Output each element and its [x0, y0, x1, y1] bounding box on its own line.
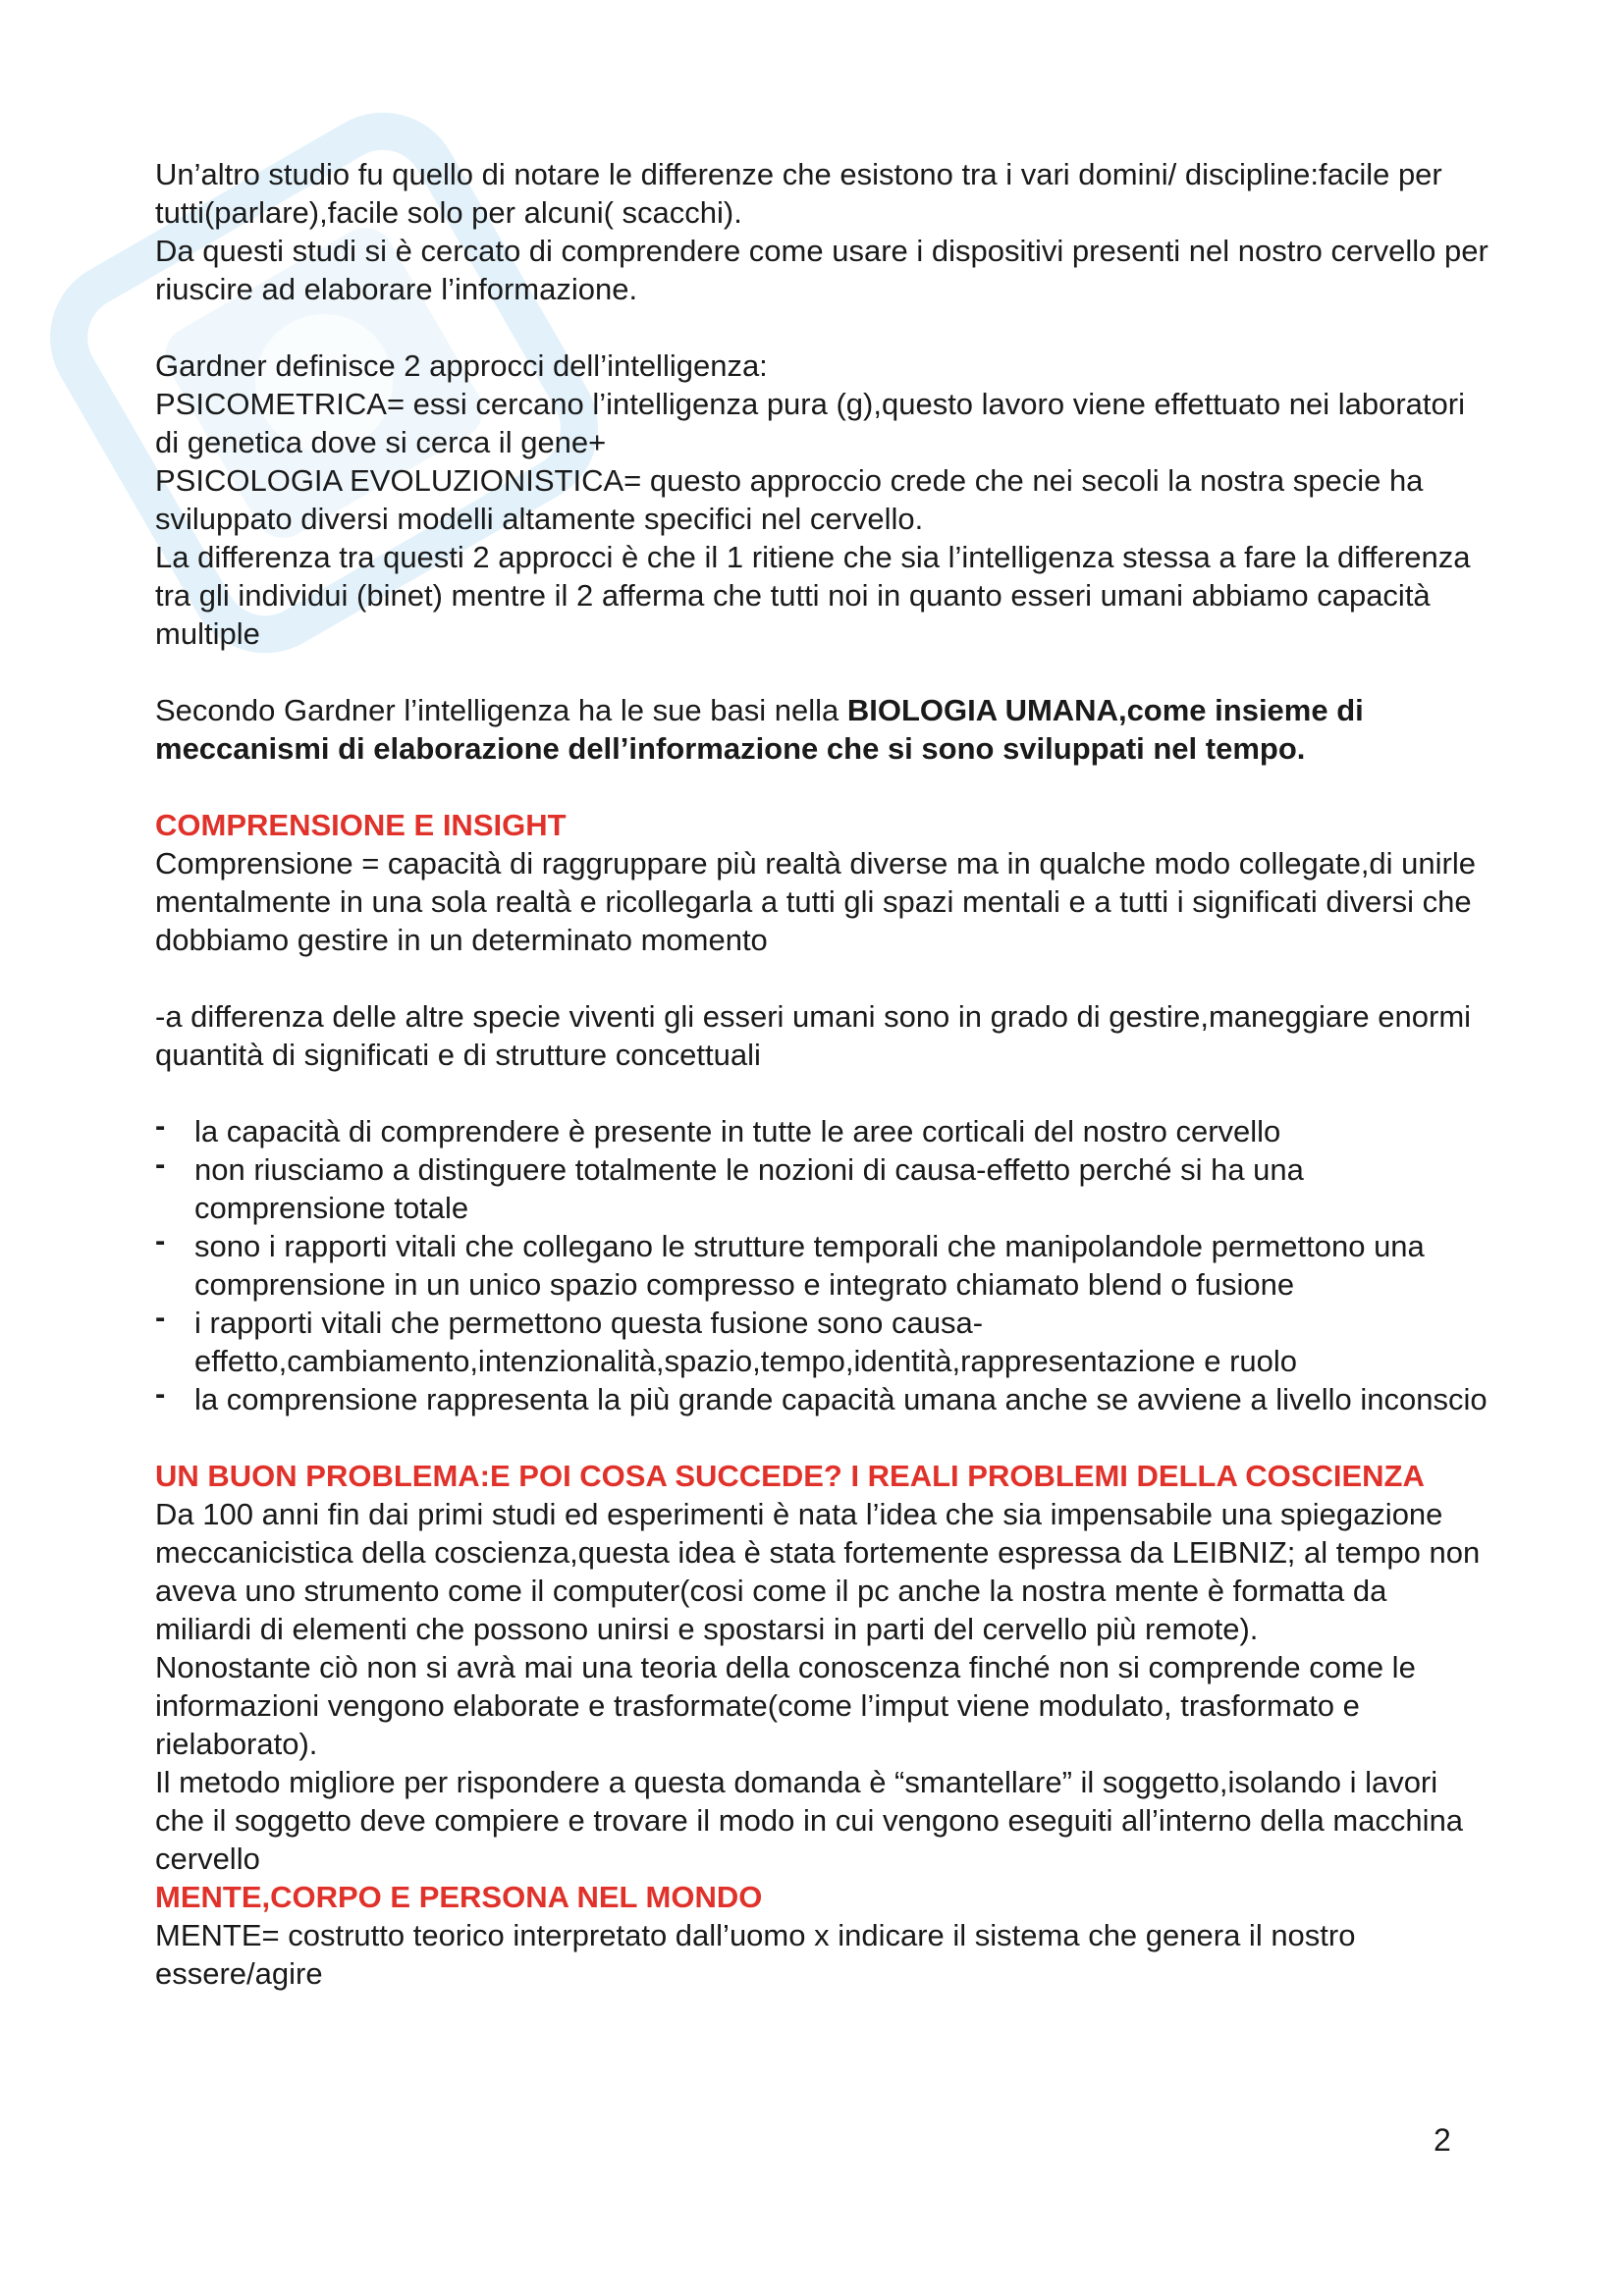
- document-page: [155, 155, 1490, 1993]
- paragraph-specie-viventi: -a differenza delle altre specie viventi gli esseri umani sono in grado di gestire,maneggiare enormi quantità di significati e di strutture concettuali: [155, 999, 1472, 1072]
- heading-mente-corpo: MENTE,CORPO E PERSONA NEL MONDO: [155, 1880, 763, 1914]
- bullet-item: - la comprensione rappresenta la più grande capacità umana anche se avviene a livello inconscio: [155, 1376, 1488, 1416]
- paragraph-dispositivi: Da questi studi si è cercato di comprendere come usare i dispositivi presenti nel nostro cervello per riuscire ad elaborare l’informazione.: [155, 234, 1489, 306]
- bullet-item: - sono i rapporti vitali che collegano le strutture temporali che manipolandole permettono una comprensione in un unico spazio compresso e integrato chiamato blend o fusione: [155, 1223, 1425, 1302]
- bullet-item: - non riusciamo a distinguere totalmente le nozioni di causa-effetto perché si ha una comprensione totale: [155, 1147, 1304, 1225]
- paragraph-differenza-approcci: La differenza tra questi 2 approcci è che il 1 ritiene che sia l’intelligenza stessa a fare la differenza tra gli individui (binet) mentre il 2 afferma che tutti noi in quanto esseri umani abbiamo capacità multiple: [155, 540, 1471, 651]
- paragraph-domini: Un’altro studio fu quello di notare le differenze che esistono tra i vari domini/ discipline:facile per tutti(parlare),facile solo per alcuni( scacchi).: [155, 157, 1442, 230]
- paragraph-comprensione-def: Comprensione = capacità di raggruppare più realtà diverse ma in qualche modo collegate,di unirle mentalmente in una sola realtà e ricollegarla a tutti gli spazi mentali e a tutti i significati diversi che dobbiamo gestire in un determinato momento: [155, 846, 1476, 957]
- comprensione-bullet-list: [155, 1108, 1490, 1418]
- bullet-dash: -: [155, 1108, 166, 1143]
- paragraph-biologia-umana: [155, 691, 1490, 768]
- page-number: 2: [1434, 2122, 1451, 2158]
- biologia-umana-bold: BIOLOGIA UMANA,come insieme di meccanismi di elaborazione dell’informazione che si sono sviluppati nel tempo.: [155, 693, 1364, 766]
- bullet-dash: -: [155, 1147, 166, 1181]
- paragraph-gardner-approcci: Gardner definisce 2 approcci dell’intelligenza:: [155, 348, 768, 383]
- paragraph-mente-def: MENTE= costrutto teorico interpretato dall’uomo x indicare il sistema che genera il nostro essere/agire: [155, 1918, 1356, 1991]
- paragraph-psicologia-evoluzionistica: PSICOLOGIA EVOLUZIONISTICA= questo approccio crede che nei secoli la nostra specie ha sviluppato diversi modelli altamente specifici nel cervello.: [155, 463, 1424, 536]
- biologia-umana-prefix: Secondo Gardner l’intelligenza ha le sue basi nella: [155, 693, 847, 727]
- paragraph-leibniz: Da 100 anni fin dai primi studi ed esperimenti è nata l’idea che sia impensabile una spiegazione meccanicistica della coscienza,questa idea è stata fortemente espressa da LEIBNIZ; al tempo non aveva uno strumento come il computer(cosi come il pc anche la nostra mente è formatta da miliardi di elementi che possono unirsi e spostarsi in parti del cervello più remote).: [155, 1497, 1481, 1646]
- paragraph-smantellare: Il metodo migliore per rispondere a questa domanda è “smantellare” il soggetto,isolando i lavori che il soggetto deve compiere e trovare il modo in cui vengono eseguiti all’interno della macchina cervello: [155, 1765, 1464, 1876]
- heading-buon-problema: UN BUON PROBLEMA:E POI COSA SUCCEDE? I REALI PROBLEMI DELLA COSCIENZA: [155, 1459, 1425, 1493]
- bullet-item: - i rapporti vitali che permettono questa fusione sono causa-effetto,cambiamento,intenzionalità,spazio,tempo,identità,rappresentazione e ruolo: [155, 1300, 1298, 1378]
- bullet-item: - la capacità di comprendere è presente in tutte le aree corticali del nostro cervello: [155, 1108, 1281, 1148]
- bullet-dash: -: [155, 1223, 166, 1257]
- bullet-dash: -: [155, 1376, 166, 1411]
- paragraph-psicometrica: PSICOMETRICA= essi cercano l’intelligenza pura (g),questo lavoro viene effettuato nei laboratori di genetica dove si cerca il gene+: [155, 387, 1465, 459]
- bullet-dash: -: [155, 1300, 166, 1334]
- paragraph-teoria-conoscenza: Nonostante ciò non si avrà mai una teoria della conoscenza finché non si comprende come le informazioni vengono elaborate e trasformate(come l’imput viene modulato, trasformato e rielaborato).: [155, 1650, 1416, 1761]
- heading-comprensione-insight: COMPRENSIONE E INSIGHT: [155, 808, 567, 842]
